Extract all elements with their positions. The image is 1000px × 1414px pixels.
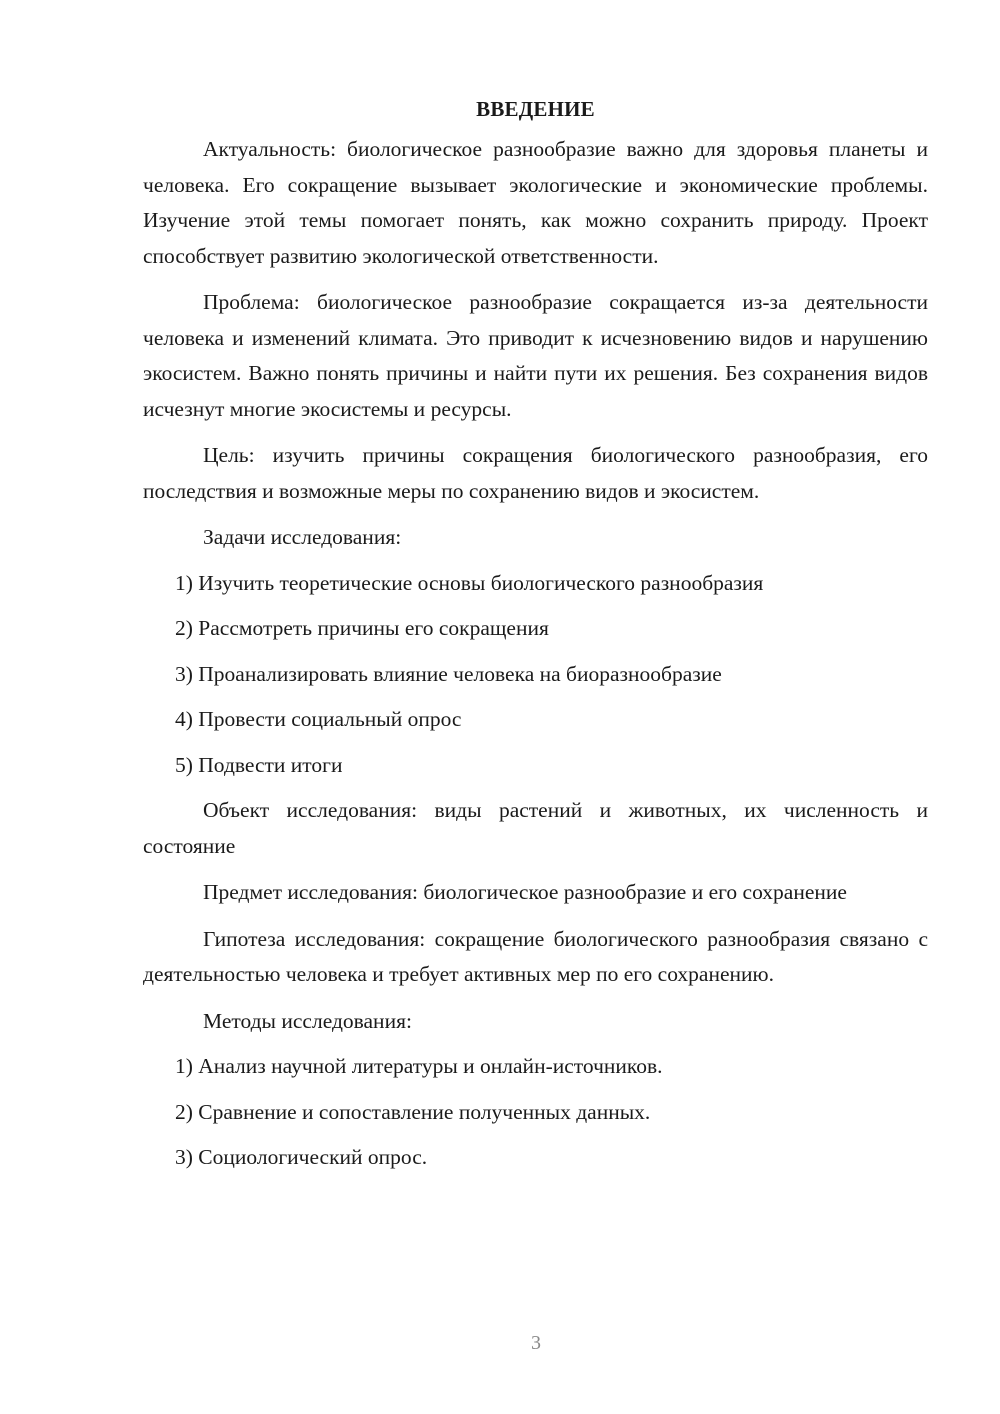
document-page xyxy=(143,92,928,1186)
list-item: 5) Подвести итоги xyxy=(175,752,343,777)
list-item: 1) Изучить теоретические основы биологического разнообразия xyxy=(175,570,764,595)
paragraph-subject: Предмет исследования: биологическое разнообразие и его сохранение xyxy=(203,880,847,904)
methods-list xyxy=(143,1049,928,1176)
paragraph-object: Объект исследования: виды растений и животных, их численность и состояние xyxy=(143,798,928,858)
page-title: ВВЕДЕНИЕ xyxy=(476,97,595,121)
paragraph-relevance: Актуальность: биологическое разнообразие важно для здоровья планеты и человека. Его сокращение вызывает экологические и экономические проблемы. Изучение этой темы помогает понять, как можно сохранить природу. Проект способствует развитию экологической ответственности. xyxy=(143,137,928,268)
tasks-heading: Задачи исследования: xyxy=(203,525,402,549)
methods-heading: Методы исследования: xyxy=(203,1008,412,1033)
list-item: 2) Сравнение и сопоставление полученных данных. xyxy=(175,1099,651,1124)
list-item: 1) Анализ научной литературы и онлайн-источников. xyxy=(175,1054,663,1078)
tasks-list xyxy=(143,566,928,784)
list-item: 4) Провести социальный опрос xyxy=(175,707,462,731)
list-item: 3) Социологический опрос. xyxy=(175,1145,428,1169)
paragraph-goal: Цель: изучить причины сокращения биологического разнообразия, его последствия и возможные меры по сохранению видов и экосистем. xyxy=(143,443,928,503)
list-item: 3) Проанализировать влияние человека на биоразнообразие xyxy=(175,661,722,686)
page-number: 3 xyxy=(531,1332,541,1354)
list-item: 2) Рассмотреть причины его сокращения xyxy=(175,616,549,640)
paragraph-hypothesis: Гипотеза исследования: сокращение биологического разнообразия связано с деятельностью человека и требует активных мер по его сохранению. xyxy=(143,926,928,986)
paragraph-problem: Проблема: биологическое разнообразие сокращается из-за деятельности человека и изменений климата. Это приводит к исчезновению видов и нарушению экосистем. Важно понять причины и найти пути их решения. Без сохранения видов исчезнут многие экосистемы и ресурсы. xyxy=(143,290,928,421)
